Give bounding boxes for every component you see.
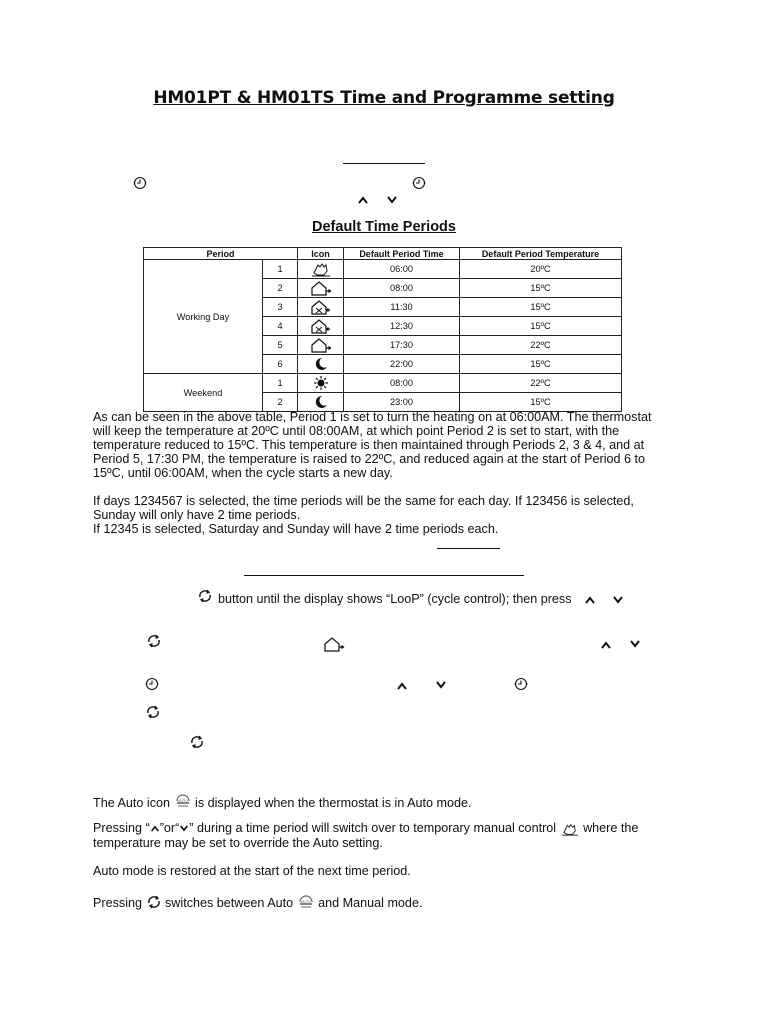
auto-icon [174, 793, 192, 809]
up-arrow-icon [584, 595, 596, 605]
period-temperature: 15ºC [460, 279, 622, 298]
switch-mode-line [93, 894, 422, 910]
period-temperature: 22ºC [460, 374, 622, 393]
text-line: will keep the temperature at 20ºC until 08:00AM, at which point Period 2 is set to start, with the [93, 424, 620, 438]
period-temperature: 20ºC [460, 260, 622, 279]
text-line: Sunday will only have 2 time periods. [93, 508, 301, 522]
house-leave-icon [298, 336, 344, 355]
days-paragraph [93, 494, 693, 536]
period-number: 6 [263, 355, 298, 374]
text-fragment: is displayed when the thermostat is in Auto mode. [195, 796, 472, 810]
up-arrow-icon [396, 681, 408, 691]
page-title: HM01PT & HM01TS Time and Programme setting [153, 88, 615, 108]
auto-icon-line [93, 793, 472, 810]
text-line: If 12345 is selected, Saturday and Sunday will have 2 time periods each. [93, 522, 499, 536]
manual-hand-icon [560, 822, 580, 836]
period-temperature: 15ºC [460, 355, 622, 374]
text-line: If days 1234567 is selected, the time periods will be the same for each day. If 123456 is selected, [93, 494, 634, 508]
group-label: Working Day [144, 260, 263, 374]
auto-restored-line: Auto mode is restored at the start of the next time period. [93, 864, 411, 878]
text-line: As can be seen in the above table, Period 1 is set to turn the heating on at 06:00AM. The thermostat [93, 410, 652, 424]
period-time: 22:00 [344, 355, 460, 374]
house-return-icon [298, 298, 344, 317]
period-temperature: 15ºC [460, 393, 622, 412]
up-arrow-icon [150, 824, 160, 833]
period-number: 3 [263, 298, 298, 317]
down-arrow-icon [612, 595, 624, 605]
table-header-row [144, 248, 622, 260]
text-line: 15ºC, until 06:00AM, when the cycle starts a new day. [93, 466, 393, 480]
down-arrow-icon [629, 639, 641, 649]
loop-instruction: button until the display shows “LooP” (cycle control); then press [218, 592, 572, 606]
period-number: 1 [263, 374, 298, 393]
text-fragment: where the [583, 821, 639, 835]
table-row [144, 260, 622, 279]
header-time: Default Period Time [344, 248, 460, 260]
cycle-icon [197, 588, 213, 604]
moon-icon [298, 355, 344, 374]
text-line: temperature may be set to override the Auto setting. [93, 835, 383, 850]
moon-icon [298, 393, 344, 412]
underline-rule [437, 548, 500, 549]
clock-icon [133, 176, 147, 190]
text-fragment: Pressing “ [93, 821, 150, 835]
period-time: 12:30 [344, 317, 460, 336]
period-number: 2 [263, 279, 298, 298]
cycle-icon [145, 704, 161, 720]
period-time: 17:30 [344, 336, 460, 355]
manual-hand-icon [298, 260, 344, 279]
period-temperature: 15ºC [460, 298, 622, 317]
up-arrow-icon [600, 640, 612, 650]
house-leave-icon [298, 279, 344, 298]
group-label: Weekend [144, 374, 263, 412]
clock-icon [412, 176, 426, 190]
text-fragment: and Manual mode. [318, 896, 423, 910]
period-temperature: 22ºC [460, 336, 622, 355]
text-fragment: ” during a time period will switch over to temporary manual control [189, 821, 557, 835]
cycle-icon [146, 894, 162, 910]
period-number: 2 [263, 393, 298, 412]
cycle-icon [146, 633, 162, 649]
text-fragment: Pressing [93, 896, 142, 910]
header-temperature: Default Period Temperature [460, 248, 622, 260]
underline-rule [244, 575, 524, 576]
period-time: 08:00 [344, 279, 460, 298]
period-time: 08:00 [344, 374, 460, 393]
explanation-paragraph [93, 410, 693, 480]
house-return-icon [298, 317, 344, 336]
period-time: 23:00 [344, 393, 460, 412]
header-period: Period [144, 248, 298, 260]
down-arrow-icon [435, 680, 447, 690]
down-arrow-icon [386, 195, 398, 205]
sun-icon [298, 374, 344, 393]
table-row [144, 374, 622, 393]
text-fragment: ”or“ [159, 821, 180, 835]
period-number: 4 [263, 317, 298, 336]
clock-icon [145, 677, 159, 691]
period-time: 11:30 [344, 298, 460, 317]
text-line [93, 821, 693, 836]
auto-icon [297, 894, 315, 910]
pressing-paragraph [93, 821, 693, 850]
text-line: Period 5, 17:30 PM, the temperature is raised to 22ºC, and reduced again at the start of Period 6 to [93, 452, 646, 466]
text-line: temperature reduced to 15ºC. This temperature is then maintained through Periods 2, 3 & 4, and at [93, 438, 645, 452]
up-arrow-icon [357, 195, 369, 205]
period-time: 06:00 [344, 260, 460, 279]
period-number: 1 [263, 260, 298, 279]
period-number: 5 [263, 336, 298, 355]
cycle-icon [189, 734, 205, 750]
house-leave-icon [323, 636, 345, 652]
period-temperature: 15ºC [460, 317, 622, 336]
underline-rule [343, 163, 425, 164]
default-periods-table [143, 247, 622, 412]
down-arrow-icon [179, 824, 189, 833]
header-icon: Icon [298, 248, 344, 260]
text-fragment: The Auto icon [93, 796, 171, 810]
section-heading: Default Time Periods [312, 219, 456, 235]
clock-icon [514, 677, 528, 691]
text-fragment: switches between Auto [165, 896, 294, 910]
